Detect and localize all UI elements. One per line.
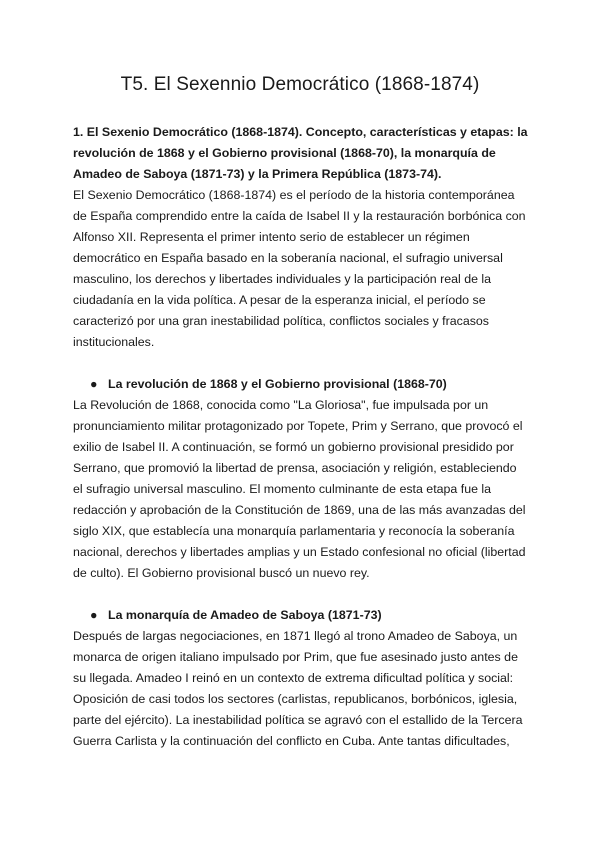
spacer	[73, 353, 529, 374]
spacer	[73, 584, 529, 605]
intro-paragraph: El Sexenio Democrático (1868-1874) es el período de la historia contemporánea de España comprendido entre la caída de Isabel II y la restauración borbónica con Alfonso XII. Representa el primer intento serio de establecer un régimen democrático en España basado en la soberanía nacional, el sufragio universal masculino, los derechos y libertades individuales y la participación real de la ciudadanía en la vida política. A pesar de la esperanza inicial, el período se caracterizó por una gran inestabilidad política, conflictos sociales y fracasos institucionales.	[73, 188, 526, 349]
subsection-heading-text: La monarquía de Amadeo de Saboya (1871-73)	[108, 608, 382, 622]
section-heading: 1. El Sexenio Democrático (1868-1874). Concepto, características y etapas: la revolución de 1868 y el Gobierno provisional (1868-70), la monarquía de Amadeo de Saboya (1871-73) y la Primera República (1873-74).	[73, 125, 528, 181]
bullet-icon: ●	[90, 377, 98, 391]
subsection-heading-revolution	[73, 374, 529, 395]
document-body	[73, 122, 529, 752]
amadeo-paragraph: Después de largas negociaciones, en 1871 llegó al trono Amadeo de Saboya, un monarca de origen italiano impulsado por Prim, que fue asesinado justo antes de su llegada. Amadeo I reinó en un contexto de extrema dificultad política y social: Oposición de casi todos los sectores (carlistas, republicanos, borbónicos, iglesia, parte del ejército). La inestabilidad política se agravó con el estallido de la Tercera Guerra Carlista y la continuación del conflicto en Cuba. Ante tantas dificultades,	[73, 629, 523, 748]
subsection-heading-amadeo	[73, 605, 529, 626]
document-title: T5. El Sexennio Democrático (1868-1874)	[120, 74, 480, 95]
bullet-icon: ●	[90, 608, 98, 622]
revolution-paragraph: La Revolución de 1868, conocida como "La Gloriosa", fue impulsada por un pronunciamiento militar protagonizado por Topete, Prim y Serrano, que provocó el exilio de Isabel II. A continuación, se formó un gobierno provisional presidido por Serrano, que promovió la libertad de prensa, asociación y religión, estableciendo el sufragio universal masculino. El momento culminante de esta etapa fue la redacción y aprobación de la Constitución de 1869, una de las más avanzadas del siglo XIX, que establecía una monarquía parlamentaria y reconocía la soberanía nacional, derechos y libertades amplias y un Estado confesional no oficial (libertad de culto). El Gobierno provisional buscó un nuevo rey.	[73, 398, 526, 580]
subsection-heading-text: La revolución de 1868 y el Gobierno provisional (1868-70)	[108, 377, 447, 391]
